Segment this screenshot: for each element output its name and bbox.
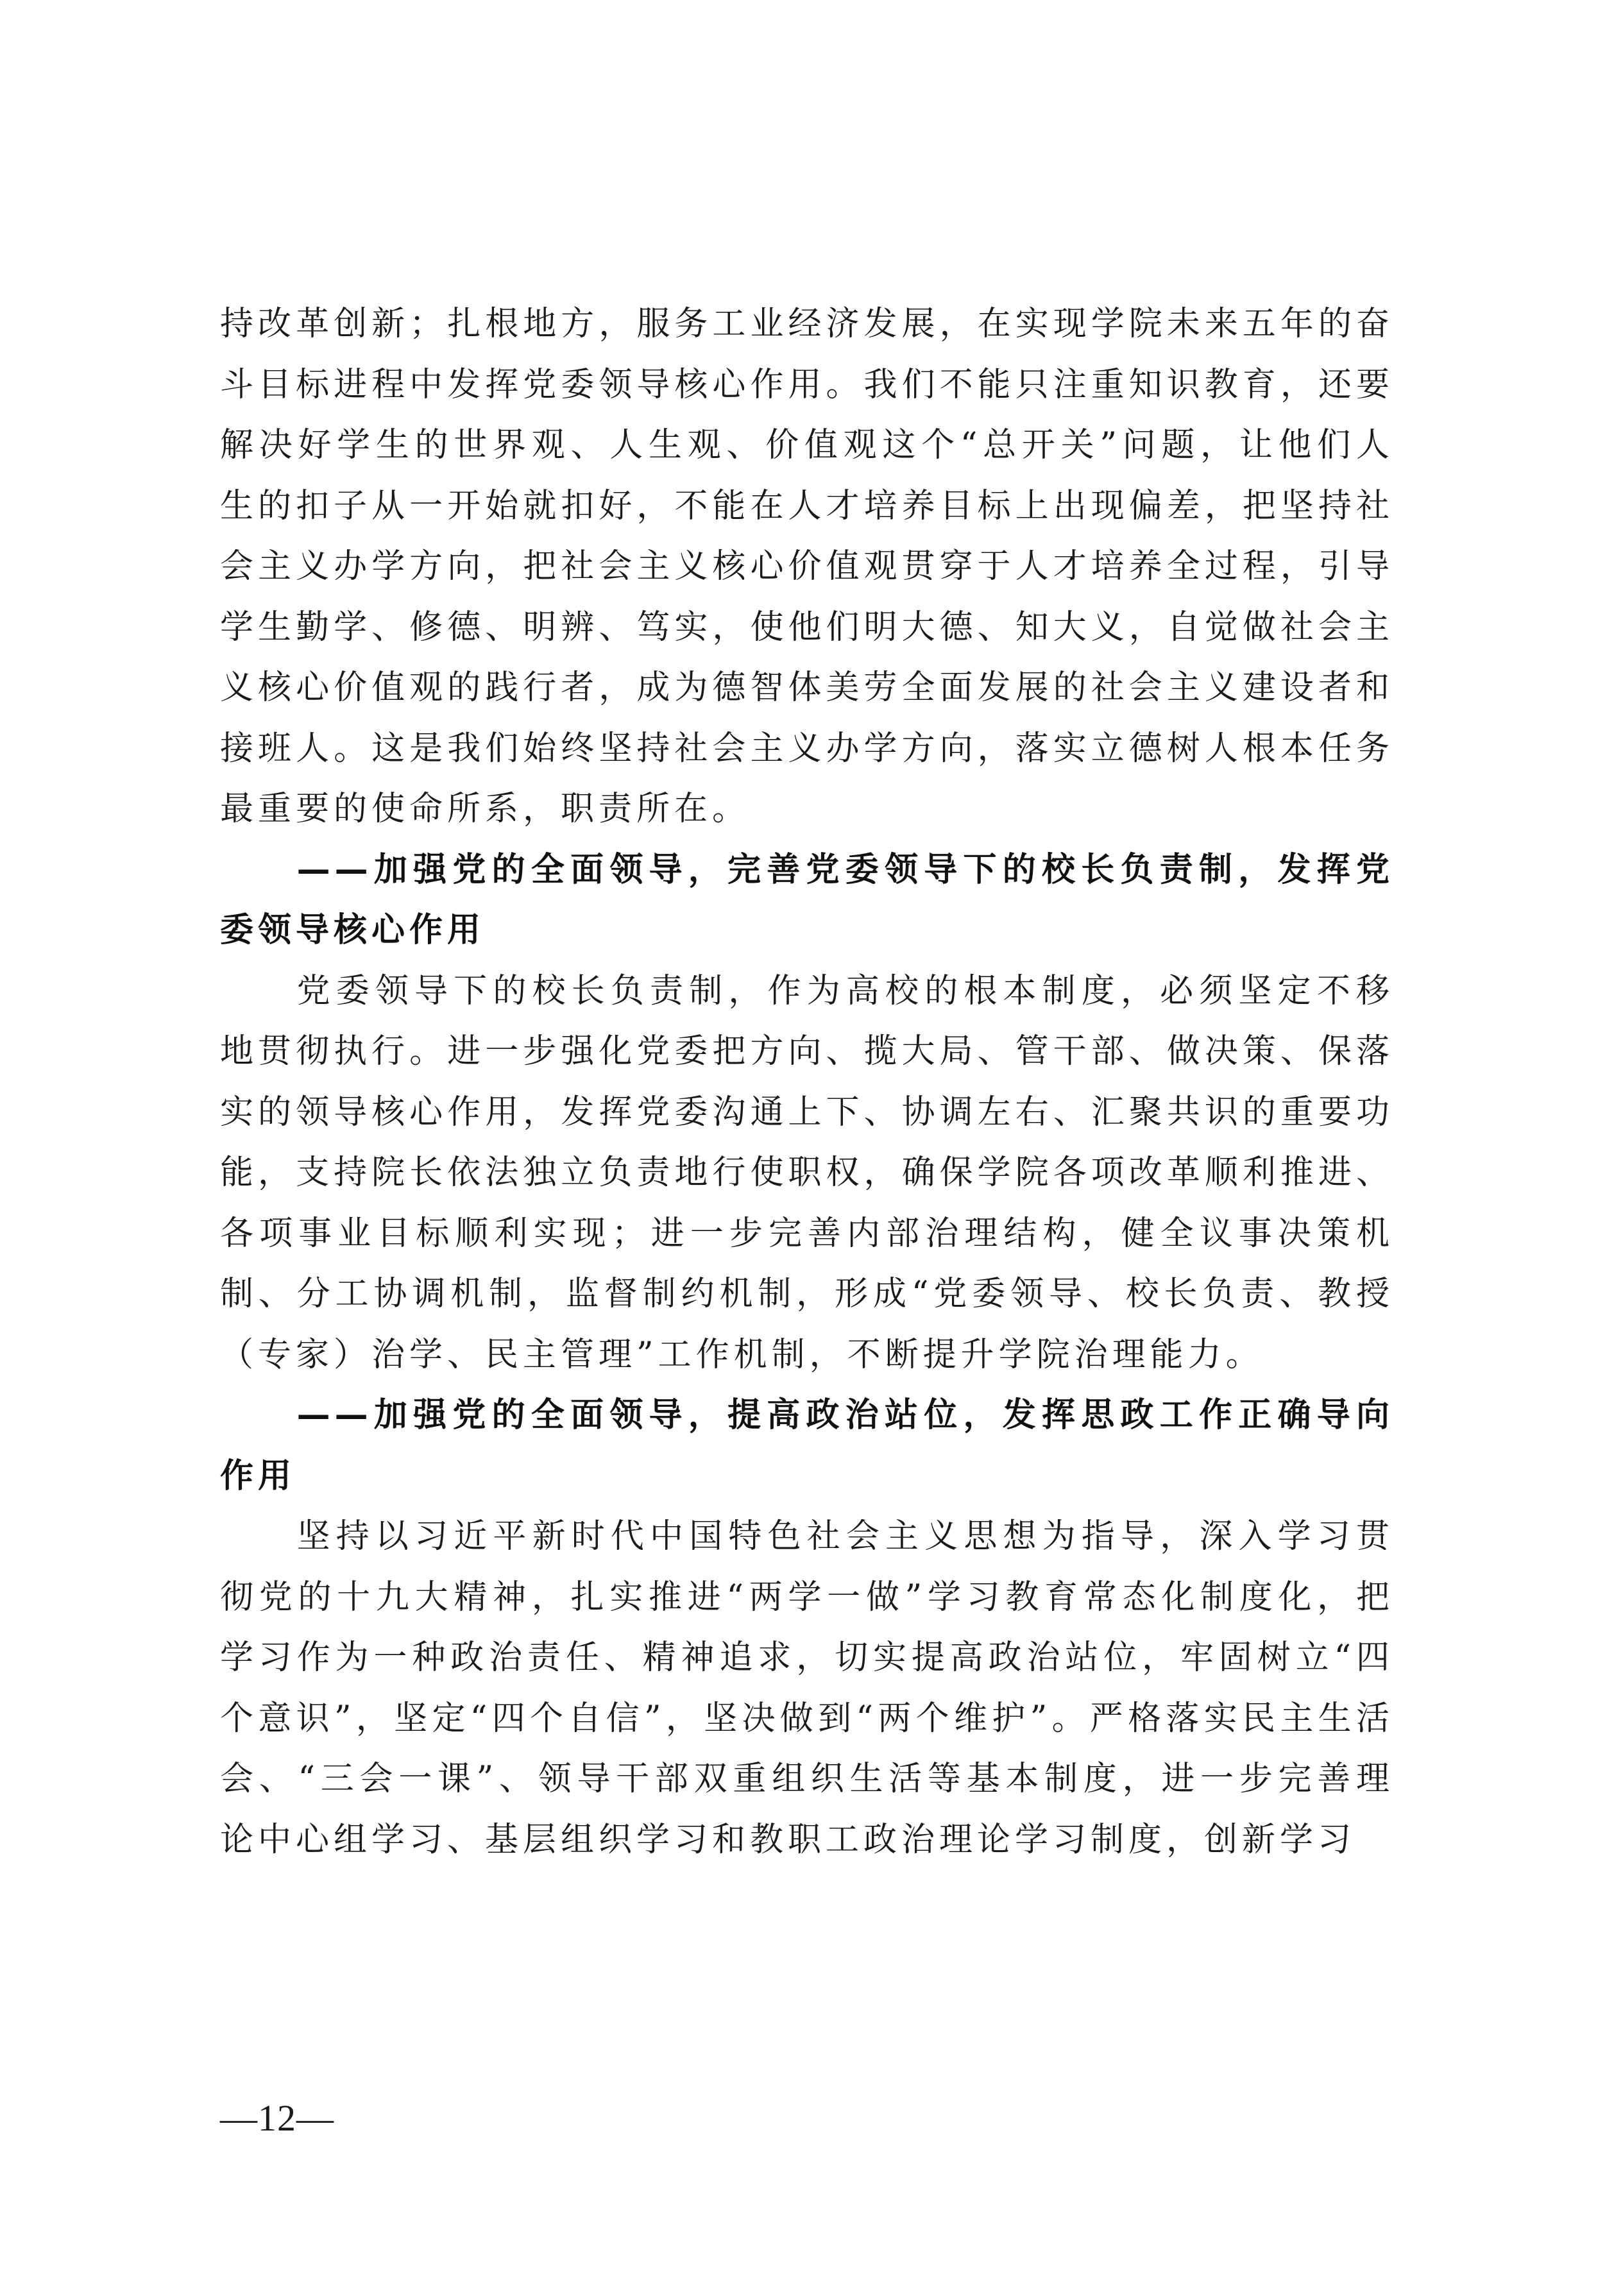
section-heading: ——加强党的全面领导，提高政治站位，发挥思政工作正确导向作用: [220, 1396, 1394, 1495]
section-heading: ——加强党的全面领导，完善党委领导下的校长负责制，发挥党委领导核心作用: [220, 850, 1394, 949]
body-paragraph: 坚持以习近平新时代中国特色社会主义思想为指导，深入学习贯彻党的十九大精神，扎实推进“两学一做”学习教育常态化制度化，把学习作为一种政治责任、精神追求，切实提高政治站位，牢固树立“四个意识”，坚定“四个自信”，坚决做到“两个维护”。严格落实民主生活会、“三会一课”、领导干部双重组织生活等基本制度，进一步完善理论中心组学习、基层组织学习和教职工政治理论学习制度，创新学习: [220, 1517, 1394, 1859]
page-number: —12—: [220, 2097, 334, 2139]
document-body: [220, 294, 1394, 1870]
body-paragraph: 持改革创新；扎根地方，服务工业经济发展，在实现学院未来五年的奋斗目标进程中发挥党委领导核心作用。我们不能只注重知识教育，还要解决好学生的世界观、人生观、价值观这个“总开关”问题，让他们人生的扣子从一开始就扣好，不能在人才培养目标上出现偏差，把坚持社会主义办学方向，把社会主义核心价值观贯穿于人才培养全过程，引导学生勤学、修德、明辨、笃实，使他们明大德、知大义，自觉做社会主义核心价值观的践行者，成为德智体美劳全面发展的社会主义建设者和接班人。这是我们始终坚持社会主义办学方向，落实立德树人根本任务最重要的使命所系，职责所在。: [220, 305, 1394, 828]
body-paragraph: 党委领导下的校长负责制，作为高校的根本制度，必须坚定不移地贯彻执行。进一步强化党委把方向、揽大局、管干部、做决策、保落实的领导核心作用，发挥党委沟通上下、协调左右、汇聚共识的重要功能，支持院长依法独立负责地行使职权，确保学院各项改革顺利推进、各项事业目标顺利实现；进一步完善内部治理结构，健全议事决策机制、分工协调机制，监督制约机制，形成“党委领导、校长负责、教授（专家）治学、民主管理”工作机制，不断提升学院治理能力。: [220, 971, 1394, 1374]
